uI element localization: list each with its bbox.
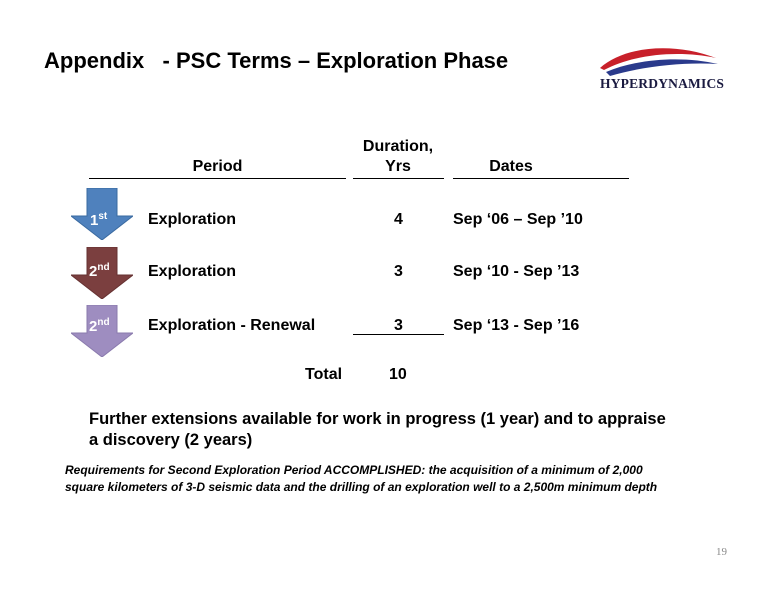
row-1-dates: Sep ‘06 – Sep ’10 <box>453 211 583 228</box>
extensions-note: Further extensions available for work in progress (1 year) and to appraise a discovery (2 years) <box>89 410 666 449</box>
requirements-note: Requirements for Second Exploration Period ACCOMPLISHED: the acquisition of a minimum of 2,000 square kilometers of 3-D seismic data and the drilling of an exploration well to a 2,500m minimum depth <box>65 463 658 494</box>
total-label: Total <box>305 366 343 383</box>
ordinal-label-1: 1st <box>90 211 108 229</box>
row-2-dates: Sep ‘10 - Sep ’13 <box>453 263 580 280</box>
row-3-duration: 3 <box>394 317 403 334</box>
logo-text: HYPERDYNAMICS <box>600 76 725 91</box>
row-2-period: Exploration <box>148 263 237 280</box>
header-period: Period <box>192 158 243 175</box>
header-dates: Dates <box>489 158 533 175</box>
row-1-duration: 4 <box>394 211 403 228</box>
ordinal-label-2: 2nd <box>89 262 110 280</box>
header-duration-underline <box>353 178 444 179</box>
header-duration-line1: Duration, <box>362 138 434 155</box>
row-1-period: Exploration <box>148 211 237 228</box>
row-3-period: Exploration - Renewal <box>148 317 316 334</box>
row-3-duration-underline <box>353 334 444 335</box>
ordinal-label-3: 2nd <box>89 317 110 335</box>
header-duration-line2: Yrs <box>385 158 411 175</box>
row-2-duration: 3 <box>394 263 403 280</box>
slide-title: Appendix - PSC Terms – Exploration Phase <box>44 48 509 73</box>
page-number: 19 <box>716 546 727 558</box>
header-dates-underline <box>453 178 629 179</box>
row-3-dates: Sep ‘13 - Sep ’16 <box>453 317 580 334</box>
total-value: 10 <box>389 366 407 383</box>
header-period-underline <box>89 178 346 179</box>
